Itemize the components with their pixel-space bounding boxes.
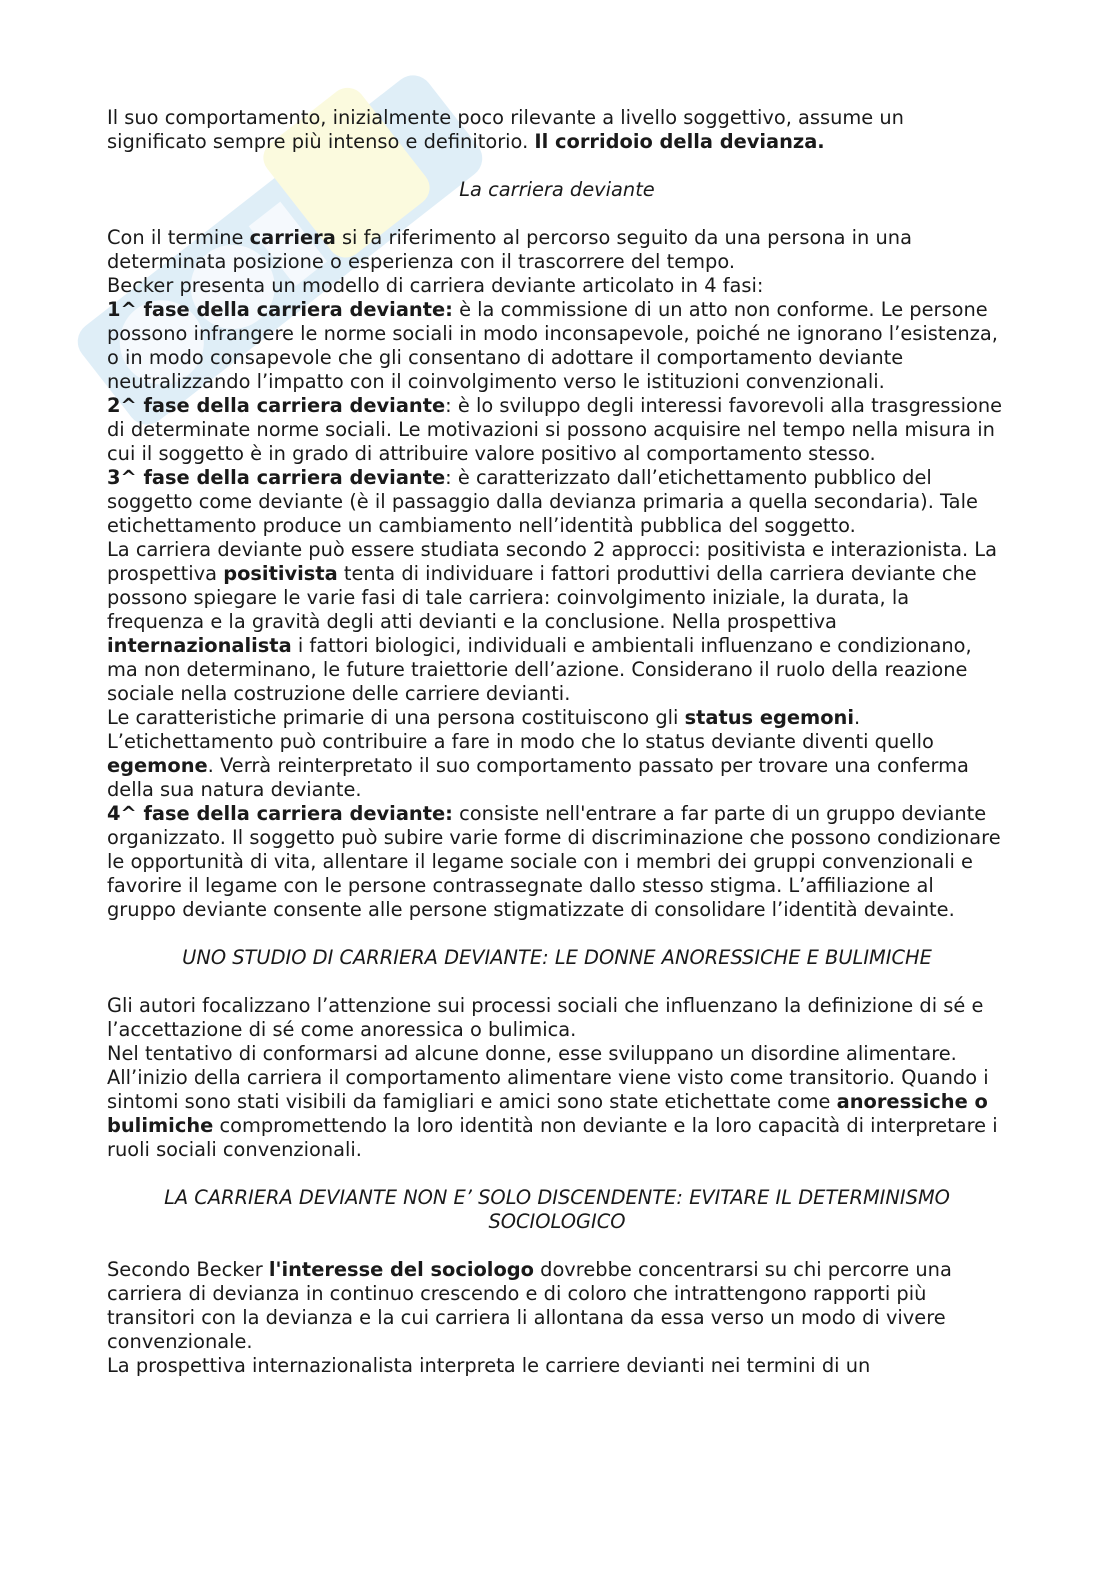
section-heading-anoressiche: UNO STUDIO DI CARRIERA DEVIANTE: LE DONNE ANORESSICHE E BULIMICHE <box>182 946 932 969</box>
paragraph-phase-2: 2^ fase della carriera deviante: è lo sviluppo degli interessi favorevoli alla trasgressione di determinate norme sociali. Le motivazioni si possono acquisire nel tempo nella misura in cui il soggetto è in grado di attribuire valore positivo al comportamento stesso. <box>107 394 1003 465</box>
section-heading-carriera: La carriera deviante <box>459 178 655 201</box>
paragraph-phase-4: 4^ fase della carriera deviante: consiste nell'entrare a far parte di un gruppo deviante organizzato. Il soggetto può subire varie forme di discriminazione che possono condizionare le opportunità di vita, allentare il legame sociale con i membri dei gruppi convenzionali e favorire il legame con le persone contrassegnate dallo stesso stigma. L’affiliazione al gruppo deviante consente alle persone stigmatizzate di consolidare l’identità devainte. <box>107 802 1001 921</box>
paragraph-phase-3: 3^ fase della carriera deviante: è caratterizzato dall’etichettamento pubblico del soggetto come deviante (è il passaggio dalla devianza primaria a quella secondaria). Tale etichettamento produce un cambiamento nell’identità pubblica del soggetto. <box>107 466 978 537</box>
paragraph-internazionalista: La prospettiva internazionalista interpreta le carriere devianti nei termini di un <box>107 1354 871 1377</box>
paragraph-approaches: La carriera deviante può essere studiata secondo 2 approcci: positivista e interazionista. La prospettiva positivista tenta di individuare i fattori produttivi della carriera deviante che possono spiegare le varie fasi di tale carriera: coinvolgimento iniziale, la durata, la frequenza e la gravità degli atti devianti e la conclusione. Nella prospettiva internazionalista i fattori biologici, individuali e ambientali influenzano e condizionano, ma non determinano, le future traiettorie dell’azione. Considerano il ruolo della reazione sociale nella costruzione delle carriere devianti. <box>107 538 997 705</box>
paragraph-sociologo: Secondo Becker l'interesse del sociologo dovrebbe concentrarsi su chi percorre una carriera di devianza in continuo crescendo e di coloro che intrattengono rapporti più transitori con la devianza e la cui carriera li allontana da essa verso un modo di vivere convenzionale. <box>107 1258 952 1353</box>
paragraph-disordine: Nel tentativo di conformarsi ad alcune donne, esse sviluppano un disordine alimentare. All’inizio della carriera il comportamento alimentare viene visto come transitorio. Quando i sintomi sono stati visibili da famigliari e amici sono state etichettate come anoressiche o bulimiche compromettendo la loro identità non deviante e la loro capacità di interpretare i ruoli sociali convenzionali. <box>107 1042 998 1161</box>
paragraph-carriera-def: Con il termine carriera si fa riferimento al percorso seguito da una persona in una determinata posizione o esperienza con il trascorrere del tempo. <box>107 226 912 273</box>
section-heading-determinismo: LA CARRIERA DEVIANTE NON E’ SOLO DISCENDENTE: EVITARE IL DETERMINISMO SOCIOLOGICO <box>164 1186 950 1233</box>
paragraph-status: Le caratteristiche primarie di una persona costituiscono gli status egemoni. L’etichettamento può contribuire a fare in modo che lo status deviante diventi quello egemone. Verrà reinterpretato il suo comportamento passato per trovare una conferma della sua natura deviante. <box>107 706 969 801</box>
paragraph-intro: Il suo comportamento, inizialmente poco rilevante a livello soggettivo, assume un significato sempre più intenso e definitorio. Il corridoio della devianza. <box>107 106 904 153</box>
paragraph-phase-1: 1^ fase della carriera deviante: è la commissione di un atto non conforme. Le persone possono infrangere le norme sociali in modo inconsapevole, poiché ne ignorano l’esistenza, o in modo consapevole che gli consentano di adottare il comportamento deviante neutralizzando l’impatto con il coinvolgimento verso le istituzioni convenzionali. <box>107 298 998 393</box>
document-body <box>107 106 1007 1378</box>
paragraph-becker-model: Becker presenta un modello di carriera deviante articolato in 4 fasi: <box>107 274 764 297</box>
paragraph-autori: Gli autori focalizzano l’attenzione sui processi sociali che influenzano la definizione di sé e l’accettazione di sé come anoressica o bulimica. <box>107 994 984 1041</box>
